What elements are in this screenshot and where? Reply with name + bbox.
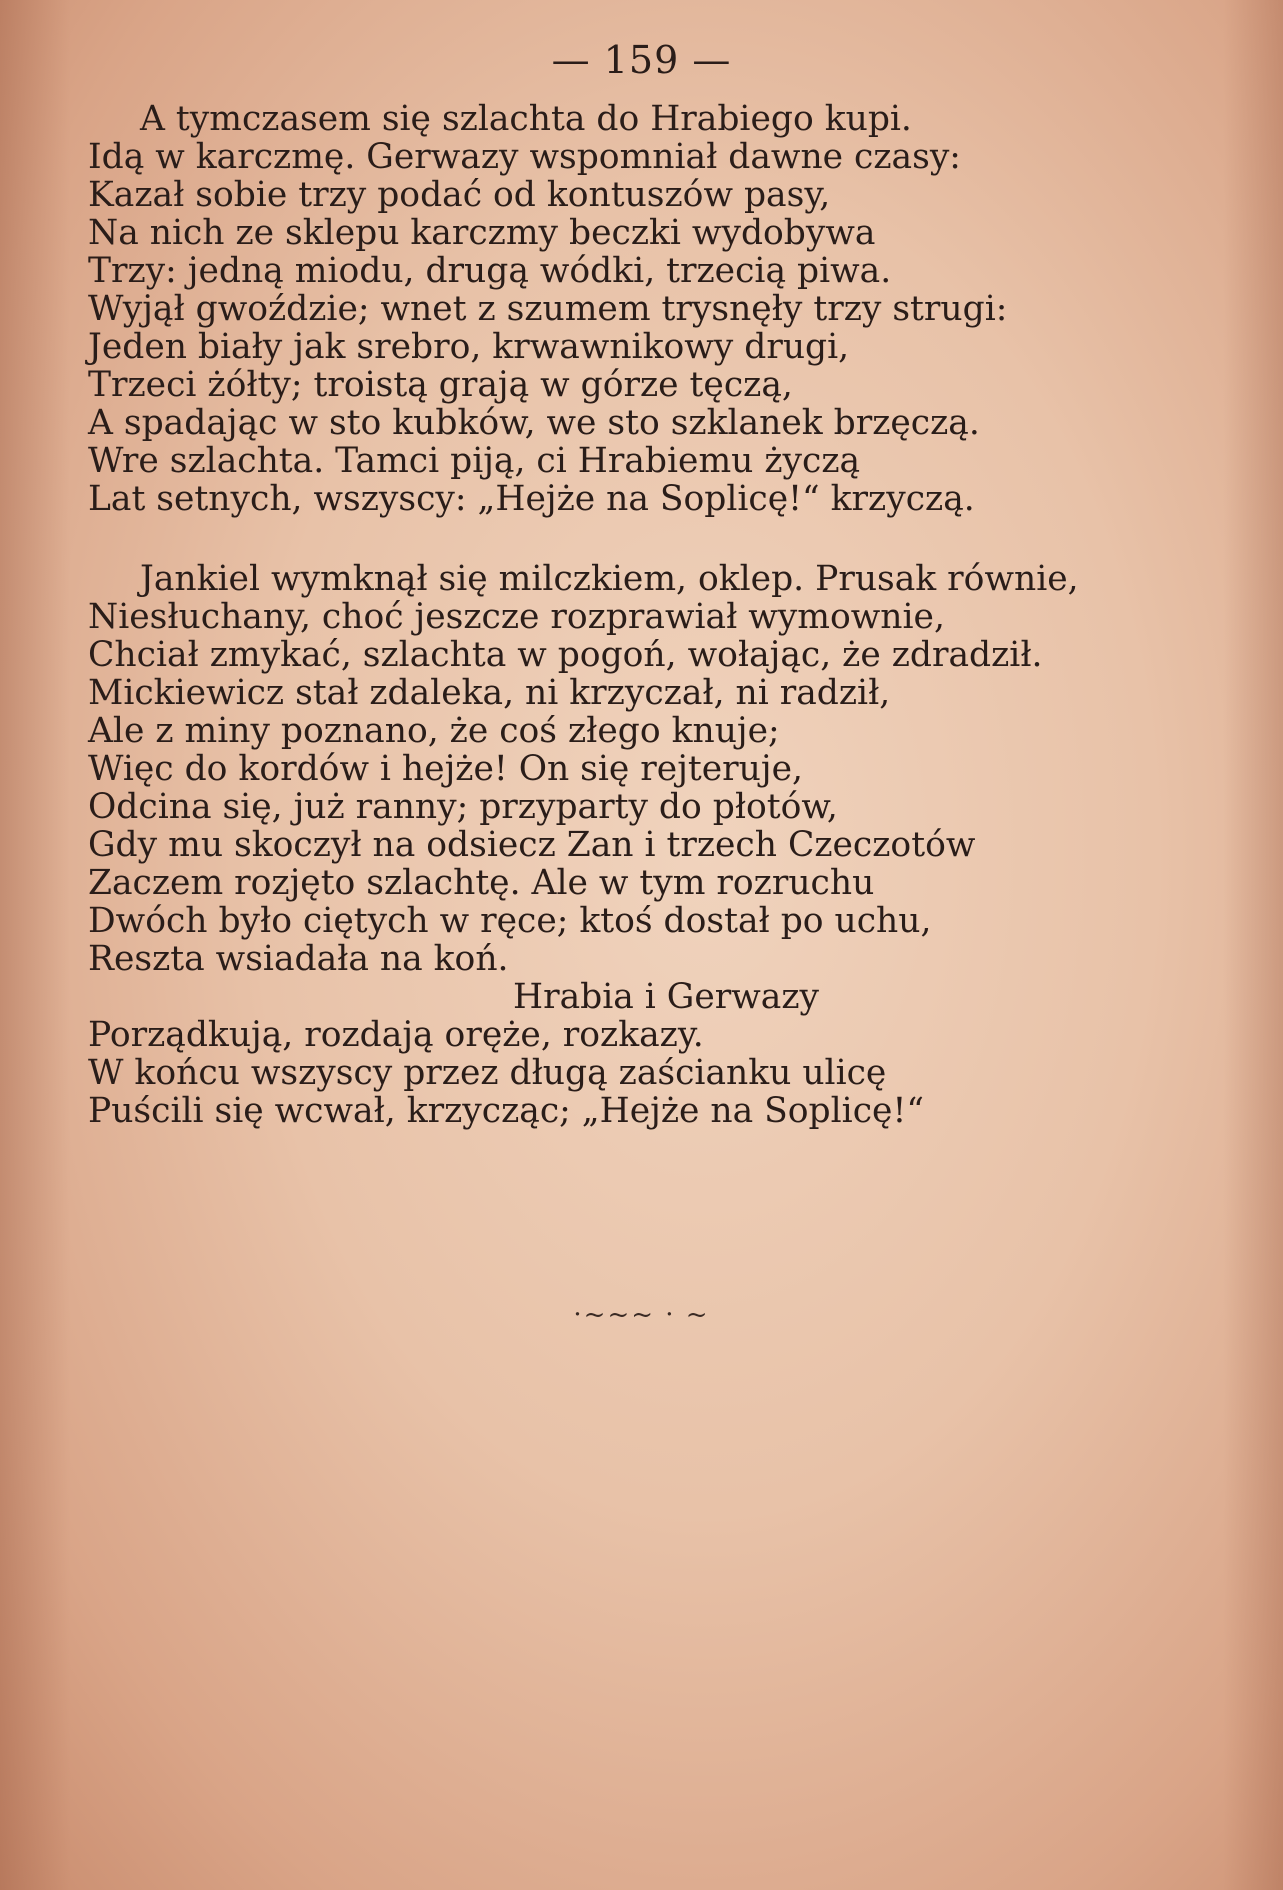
verse-line: W końcu wszyscy przez długą zaścianku ulicę xyxy=(88,1053,887,1093)
verse-line: Trzy: jedną miodu, drugą wódki, trzecią piwa. xyxy=(88,251,892,291)
end-ornament: ·~~~ · ~ xyxy=(573,1300,710,1330)
verse-line: Chciał zmykać, szlachta w pogoń, wołając, że zdradził. xyxy=(88,635,1043,675)
verse-line: Puścili się wcwał, krzycząc; „Hejże na Soplicę!“ xyxy=(88,1091,924,1131)
stanza-2 xyxy=(88,560,1208,1130)
stanza-1 xyxy=(88,100,1208,518)
verse-line: Wre szlachta. Tamci piją, ci Hrabiemu życzą xyxy=(88,441,861,481)
verse-line: Wyjął gwoździe; wnet z szumem trysnęły trzy strugi: xyxy=(88,289,1008,329)
verse-line: A tymczasem się szlachta do Hrabiego kupi. xyxy=(140,99,912,139)
verse-line: Hrabia i Gerwazy xyxy=(513,977,820,1017)
verse-line: Zaczem rozjęto szlachtę. Ale w tym rozruchu xyxy=(88,863,875,903)
page-edge-shadow xyxy=(1223,0,1283,1890)
poem-text xyxy=(88,100,1208,1130)
verse-line: Porządkują, rozdają oręże, rozkazy. xyxy=(88,1015,704,1055)
verse-line: Ale z miny poznano, że coś złego knuje; xyxy=(88,711,780,751)
verse-line: Lat setnych, wszyscy: „Hejże na Soplicę!“ krzyczą. xyxy=(88,479,975,519)
page-gutter-shadow xyxy=(0,0,70,1890)
page-number: — 159 — xyxy=(551,38,732,82)
verse-line: Dwóch było ciętych w ręce; ktoś dostał po uchu, xyxy=(88,901,932,941)
verse-line: Mickiewicz stał zdaleka, ni krzyczał, ni radził, xyxy=(88,673,891,713)
verse-line: Trzeci żółty; troistą grają w górze tęczą, xyxy=(88,365,793,405)
verse-line: A spadając w sto kubków, we sto szklanek brzęczą. xyxy=(88,403,980,443)
verse-line: Idą w karczmę. Gerwazy wspomniał dawne czasy: xyxy=(88,137,961,177)
verse-line: Jankiel wymknął się milczkiem, oklep. Prusak równie, xyxy=(140,559,1079,599)
verse-line: Niesłuchany, choć jeszcze rozprawiał wymownie, xyxy=(88,597,945,637)
verse-line: Jeden biały jak srebro, krwawnikowy drugi, xyxy=(88,327,850,367)
verse-line: Więc do kordów i hejże! On się rejteruje, xyxy=(88,749,803,789)
verse-line: Gdy mu skoczył na odsiecz Zan i trzech Czeczotów xyxy=(88,825,976,865)
verse-line: Na nich ze sklepu karczmy beczki wydobywa xyxy=(88,213,876,253)
verse-line: Reszta wsiadała na koń. xyxy=(88,939,509,979)
verse-line: Odcina się, już ranny; przyparty do płotów, xyxy=(88,787,838,827)
verse-line: Kazał sobie trzy podać od kontuszów pasy, xyxy=(88,175,831,215)
